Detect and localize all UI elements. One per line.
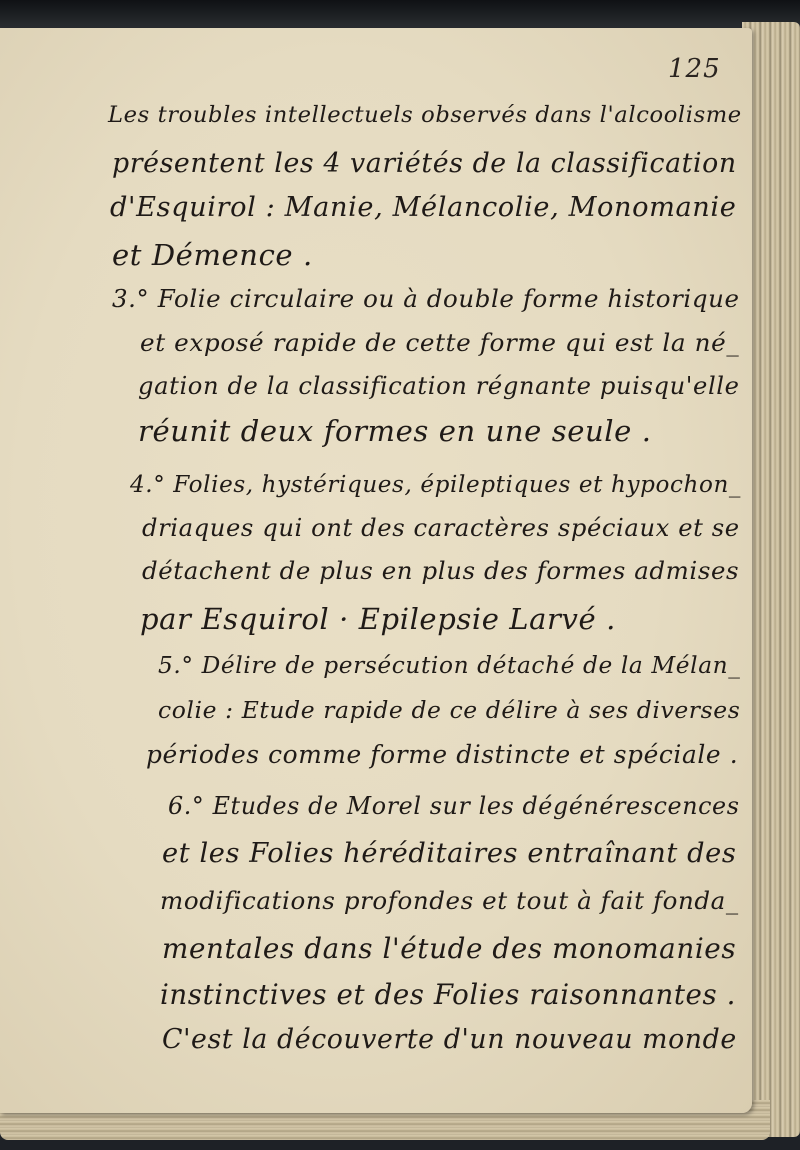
text-line: 6.° Etudes de Morel sur les dégénérescences (168, 792, 740, 820)
text-line: mentales dans l'étude des monomanies (162, 932, 737, 965)
text-line: colie : Etude rapide de ce délire à ses diverses (158, 696, 741, 724)
text-line: périodes comme forme distincte et spéciale . (146, 740, 739, 769)
text-line: détachent de plus en plus des formes admises (142, 556, 740, 585)
text-line: driaques qui ont des caractères spéciaux et se (142, 514, 740, 542)
text-line: 4.° Folies, hystériques, épileptiques et hypochon_ (130, 472, 742, 498)
text-line: gation de la classification régnante puisqu'elle (138, 372, 740, 400)
text-line: 5.° Délire de persécution détaché de la Mélan_ (158, 652, 741, 679)
text-line: et Démence . (112, 238, 313, 272)
text-line: présentent les 4 variétés de la classification (112, 148, 737, 179)
text-line: par Esquirol · Epilepsie Larvé . (140, 602, 616, 636)
text-line: C'est la découverte d'un nouveau monde (162, 1024, 737, 1055)
text-line: instinctives et des Folies raisonnantes . (160, 978, 736, 1011)
text-line: modifications profondes et tout à fait fonda_ (160, 886, 739, 915)
text-line: réunit deux formes en une seule . (138, 414, 652, 448)
text-line: et exposé rapide de cette forme qui est la né_ (140, 328, 740, 357)
page-number: 125 (668, 54, 721, 84)
binding-shadow (0, 0, 800, 28)
text-line: et les Folies héréditaires entraînant des (162, 838, 737, 869)
text-line: Les troubles intellectuels observés dans l'alcoolisme (108, 102, 742, 128)
text-line: d'Esquirol : Manie, Mélancolie, Monomanie (110, 192, 737, 223)
text-line: 3.° Folie circulaire ou à double forme historique (112, 284, 740, 313)
